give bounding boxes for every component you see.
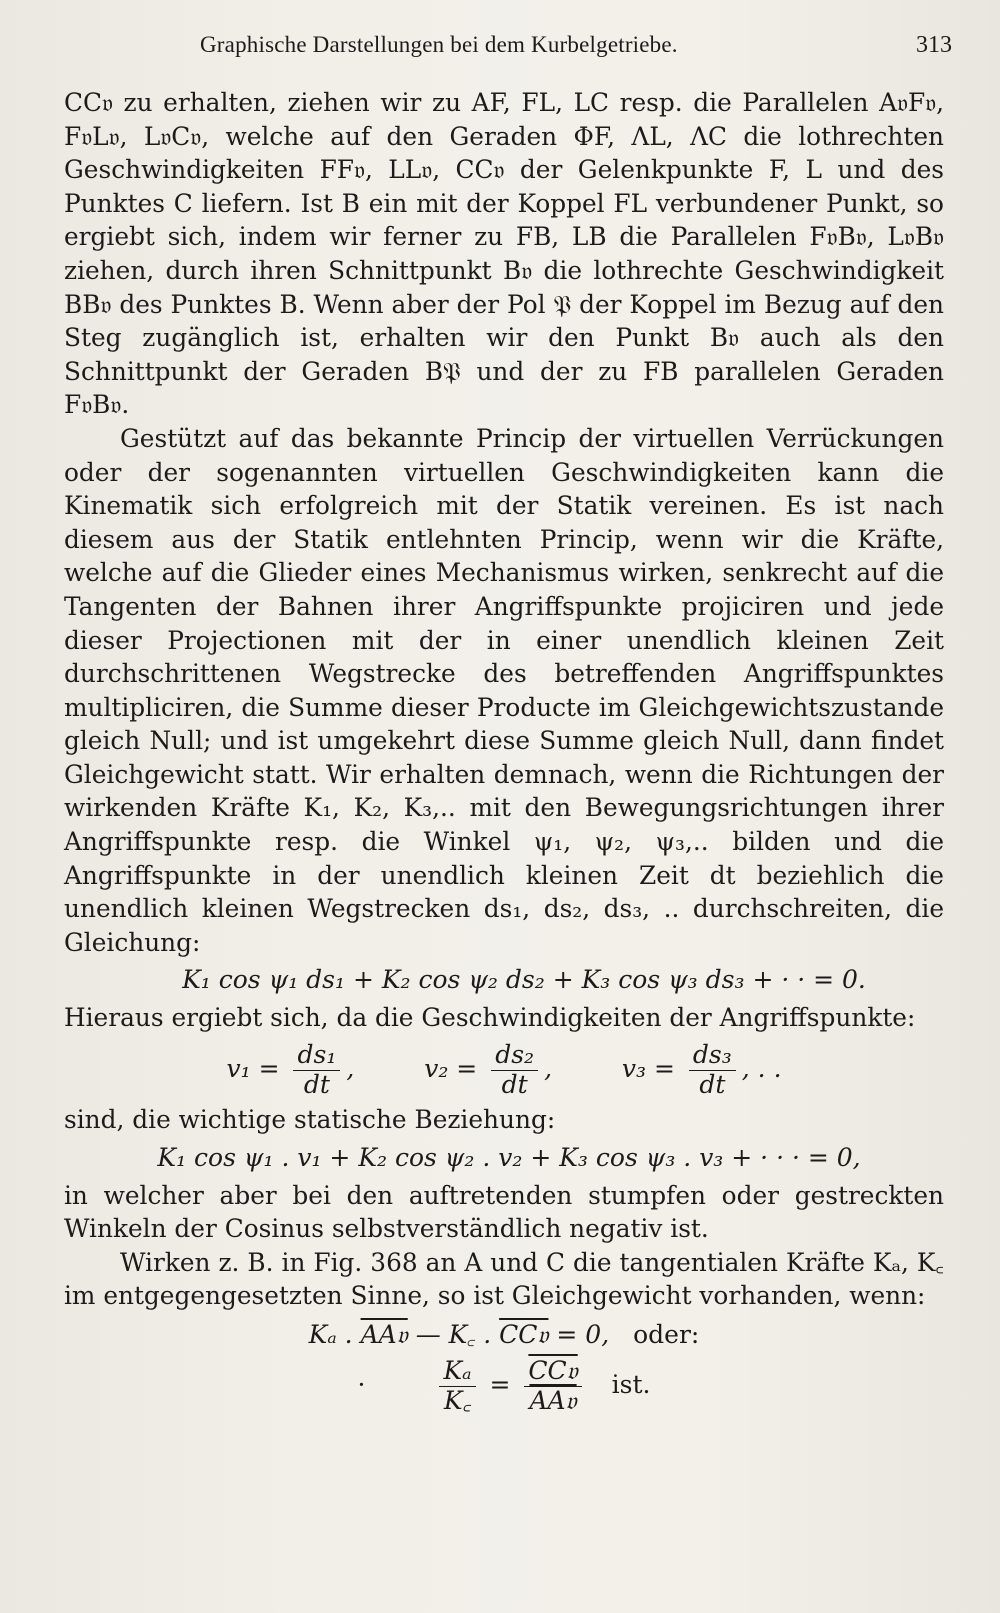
v2-lhs: v₂ = — [424, 1054, 478, 1084]
v1-numerator: ds₁ — [293, 1041, 340, 1071]
v2-denominator: dt — [501, 1070, 528, 1100]
v1-fraction — [293, 1041, 340, 1100]
v1-lhs: v₁ = — [226, 1054, 280, 1084]
eq4-segment-aa: AA𝔳 — [360, 1320, 408, 1349]
v2-fraction — [491, 1041, 538, 1100]
v2-separator: , — [544, 1054, 553, 1084]
page-number: 313 — [916, 32, 952, 58]
eq5-left-denominator: K꜀ — [443, 1385, 472, 1415]
eq5-equals: = — [489, 1369, 511, 1399]
v2-numerator: ds₂ — [491, 1041, 538, 1071]
paragraph-4: sind, die wichtige statische Beziehung: — [64, 1105, 556, 1135]
equation-velocities — [64, 1035, 944, 1103]
paragraph-2: Gestützt auf das bekannte Princip der virtuellen Verrückungen oder der sogenannten virtuellen Geschwindigkeiten kann die Kinematik sich erfolgreich mit der Statik vereinen. Es ist nach diesem aus der Statik entlehnten Princip, wenn wir die Kräfte, welche auf die Glieder eines Mechanismus wirken, senkrecht auf die Tangenten der Bahnen ihrer Angriffspunkte projiciren und jede dieser Projectionen mit der in einer unendlich kleinen Zeit durchschrittenen Wegstrecke des betreffenden Angriffspunktes multipliciren, die Summe dieser Producte im Gleichgewichtszustande gleich Null; und ist umgekehrt diese Summe gleich Null, dann findet Gleichgewicht statt. Wir erhalten demnach, wenn die Richtungen der wirkenden Kräfte K₁, K₂, K₃,.. mit den Bewegungsrichtungen ihrer Angriffspunkte resp. die Winkel ψ₁, ψ₂, ψ₃,.. bilden und die Angriffspunkte in der unendlich kleinen Zeit dt beziehlich die unendlich kleinen Wegstrecken ds₁, ds₂, ds₃, .. durchschreiten, die Gleichung: — [64, 423, 944, 957]
eq4-segment-cc: CC𝔳 — [499, 1320, 549, 1349]
page-header — [200, 28, 952, 64]
eq5-right-fraction — [524, 1357, 581, 1416]
paragraph-5: in welcher aber bei den auftretenden stumpfen oder gestreckten Winkeln der Cosinus selbstverständlich negativ ist. — [64, 1180, 944, 1244]
eq4-rhs: = 0, — [556, 1320, 610, 1349]
equation-equilibrium — [64, 1313, 944, 1357]
v3-separator: , . . — [741, 1054, 782, 1084]
eq4-middle: — K꜀ . — [415, 1320, 492, 1349]
eq5-left-fraction — [439, 1357, 475, 1416]
eq5-right-numerator: CC𝔳 — [524, 1357, 581, 1387]
paragraph-6: Wirken z. B. in Fig. 368 an A und C die tangentialen Kräfte Kₐ, K꜀ im entgegengesetzten Sinne, so ist Gleichgewicht vorhanden, wenn: — [64, 1247, 944, 1311]
eq4-word: oder: — [633, 1320, 700, 1349]
v3-fraction — [689, 1041, 736, 1100]
eq5-word: ist. — [611, 1369, 651, 1399]
v1-separator: , — [346, 1054, 355, 1084]
eq5-dot: · — [357, 1369, 366, 1399]
v1-denominator: dt — [303, 1070, 330, 1100]
eq5-right-denominator: AA𝔳 — [529, 1385, 577, 1415]
equation-virtual-work: K₁ cos ψ₁ ds₁ + K₂ cos ψ₂ ds₂ + K₃ cos ψ₃ ds₃ + · · = 0. — [182, 965, 866, 995]
eq5-left-numerator: Kₐ — [439, 1357, 475, 1387]
eq4-left-a: Kₐ . — [308, 1320, 353, 1349]
v3-numerator: ds₃ — [689, 1041, 736, 1071]
paragraph-3: Hieraus ergiebt sich, da die Geschwindigkeiten der Angriffspunkte: — [64, 1003, 916, 1033]
equation-static-relation: K₁ cos ψ₁ . v₁ + K₂ cos ψ₂ . v₂ + K₃ cos ψ₃ . v₃ + · · · = 0, — [157, 1142, 861, 1172]
v3-lhs: v₃ = — [621, 1054, 675, 1084]
v3-denominator: dt — [699, 1070, 726, 1100]
equation-ratio — [64, 1357, 944, 1435]
paragraph-1: CC𝔳 zu erhalten, ziehen wir zu AF, FL, LC resp. die Parallelen A𝔳F𝔳, F𝔳L𝔳, L𝔳C𝔳, welche auf den Geraden ΦF, ΛL, ΛC die lothrechten Geschwindigkeiten FF𝔳, LL𝔳, CC𝔳 der Gelenkpunkte F, L und des Punktes C liefern. Ist B ein mit der Koppel FL verbundener Punkt, so ergiebt sich, indem wir ferner zu FB, LB die Parallelen F𝔳B𝔳, L𝔳B𝔳 ziehen, durch ihren Schnittpunkt B𝔳 die lothrechte Geschwindigkeit BB𝔳 des Punktes B. Wenn aber der Pol 𝔓 der Koppel im Bezug auf den Steg zugänglich ist, erhalten wir den Punkt B𝔳 auch als den Schnittpunkt der Geraden B𝔓 und der zu FB parallelen Geraden F𝔳B𝔳. — [64, 88, 944, 420]
running-title: Graphische Darstellungen bei dem Kurbelgetriebe. — [200, 32, 678, 57]
body-text — [64, 86, 944, 1435]
